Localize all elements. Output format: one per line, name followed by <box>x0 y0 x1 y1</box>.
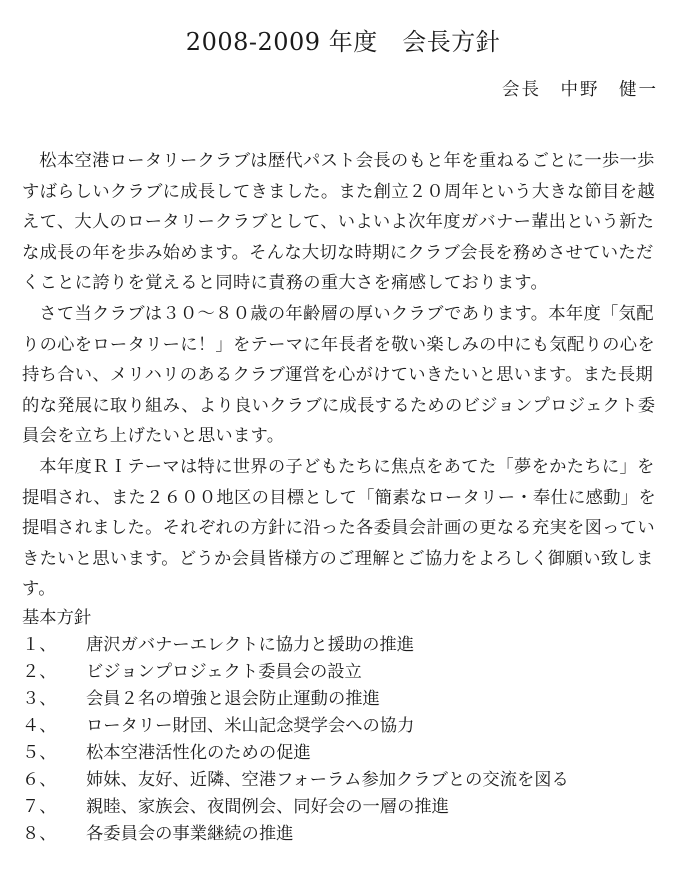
list-item-label: 親睦、家族会、夜間例会、同好会の一層の推進 <box>86 797 449 817</box>
document-title: 2008-2009 年度 会長方針 <box>185 28 501 56</box>
list-item-number: ５、 <box>22 743 57 763</box>
paragraph: 松本空港ロータリークラブは歴代パスト会長のもと年を重ねるごとに一歩一歩すばらしいクラブに成長してきました。また創立２０周年という大きな節目を越えて、大人のロータリークラブとして、いよいよ次年度ガバナー輩出という新たな成長の年を歩み始めます。そんな大切な時期にクラブ会長を務めさせていただくことに誇りを覚えると同時に責務の重大さを痛感しております。 <box>22 151 655 294</box>
list-item-label: ビジョンプロジェクト委員会の設立 <box>86 662 362 682</box>
paragraph: 本年度ＲＩテーマは特に世界の子どもたちに焦点をあてた「夢をかたちに」を提唱され、また２６００地区の目標として「簡素なロータリー・奉仕に感動」を提唱されました。それぞれの方針に沿った各委員会計画の更なる充実を図っていきたいと思います。どうか会員皆様方のご理解とご協力をよろしく御願い致します。 <box>22 456 656 600</box>
list-item <box>22 632 569 659</box>
list-item-label: 各委員会の事業継続の推進 <box>86 824 294 844</box>
list-item <box>22 821 569 848</box>
list-item-number: ７、 <box>22 797 57 817</box>
list-item-number: ３、 <box>22 689 57 709</box>
policy-list <box>22 632 569 848</box>
policy-heading: 基本方針 <box>22 608 92 628</box>
list-item <box>22 713 569 740</box>
list-item <box>22 794 569 821</box>
list-item-number: ８、 <box>22 824 57 844</box>
list-item <box>22 767 569 794</box>
list-item-number: １、 <box>22 635 57 655</box>
paragraph: さて当クラブは３０～８０歳の年齢層の厚いクラブであります。本年度「気配りの心をロータリーに！」をテーマに年長者を敬い楽しみの中にも気配りの心を持ち合い、メリハリのあるクラブ運営を心がけていきたいと思います。また長期的な発展に取り組み、より良いクラブに成長するためのビジョンプロジェクト委員会を立ち上げたいと思います。 <box>22 303 656 447</box>
list-item <box>22 659 569 686</box>
list-item-number: ６、 <box>22 770 57 790</box>
author-line: 会長 中野 健一 <box>502 80 658 100</box>
list-item-label: 松本空港活性化のための促進 <box>86 743 311 763</box>
list-item-label: 会員２名の増強と退会防止運動の推進 <box>86 689 380 709</box>
body-text <box>22 146 668 605</box>
list-item-number: ４、 <box>22 716 57 736</box>
list-item-number: ２、 <box>22 662 57 682</box>
list-item <box>22 686 569 713</box>
list-item-label: ロータリー財団、米山記念奨学会への協力 <box>86 716 415 736</box>
list-item-label: 唐沢ガバナーエレクトに協力と援助の推進 <box>86 635 414 655</box>
list-item <box>22 740 569 767</box>
list-item-label: 姉妹、友好、近隣、空港フォーラム参加クラブとの交流を図る <box>86 770 569 790</box>
